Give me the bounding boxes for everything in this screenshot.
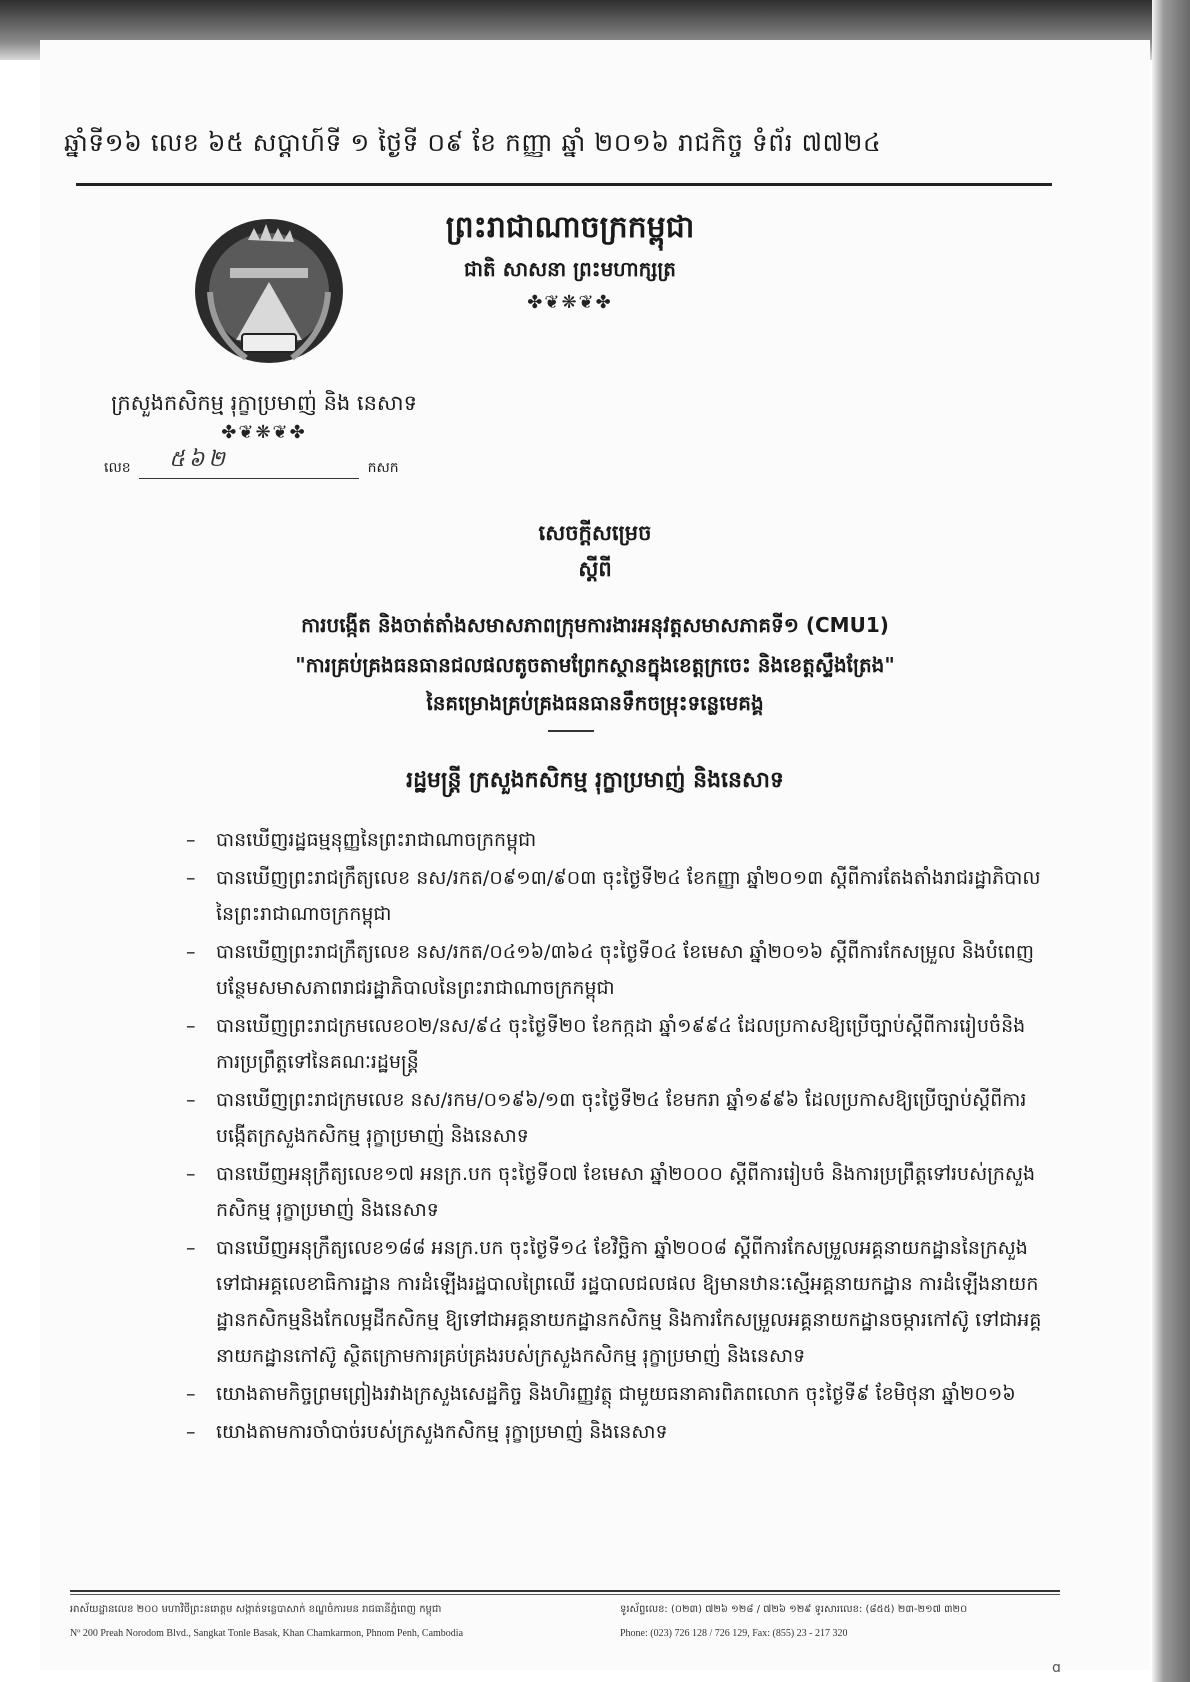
reference-prefix: លេខ [104,460,131,476]
clause-item: – បានឃើញរដ្ឋធម្មនុញ្ញនៃព្រះរាជាណាចក្រកម្ពុជា [182,822,1042,858]
clause-item: – បានឃើញព្រះរាជក្រមលេខ នស/រកម/០១៩៦/១៣ ចុះថ្ងៃទី២៤ ខែមករា ឆ្នាំ១៩៩៦ ដែលប្រកាសឱ្យប្រើច្បាប់ស្តីពីការបង្កើតក្រសួងកសិកម្ម រុក្ខាប្រមាញ់ និងនេសាទ [182,1082,1042,1154]
clause-item: – យោងតាមការចាំបាច់របស់ក្រសួងកសិកម្ម រុក្ខាប្រមាញ់ និងនេសាទ [182,1414,1042,1450]
document-type: សេចក្តីសម្រេច [538,521,652,545]
kingdom-title: ព្រះរាជាណាចក្រកម្ពុជា [445,210,695,245]
ornament-divider-right: ✤❦❋❦✤ [527,292,613,313]
reference-suffix: កសក [367,460,399,476]
clause-item: – បានឃើញព្រះរាជក្រមលេខ០២/នស/៩៤ ចុះថ្ងៃទី២០ ខែកក្កដា ឆ្នាំ១៩៩៤ ដែលប្រកាសឱ្យប្រើច្បាប់ស្តីពីការរៀបចំនិងការប្រព្រឹត្តទៅនៃគណៈរដ្ឋមន្ត្រី [182,1008,1042,1080]
subject-line-3: នៃគម្រោងគ្រប់គ្រងធនធានទឹកចម្រុះទន្លេមេគង្គ [426,691,764,715]
national-motto: ជាតិ សាសនា ព្រះមហាក្សត្រ [464,257,676,281]
clause-item: – បានឃើញអនុក្រឹត្យលេខ១៧ អនក្រ.បក ចុះថ្ងៃទី០៧ ខែមេសា ឆ្នាំ២០០០ ស្តីពីការរៀបចំ និងការប្រព្រឹត្តទៅរបស់ក្រសួងកសិកម្ម រុក្ខាប្រមាញ់ និងនេសាទ [182,1156,1042,1228]
scan-shadow-right [1152,0,1190,1682]
subject-line-2: "ការគ្រប់គ្រងធនធានជលផលតូចតាមព្រែកស្ថានក្នុងខេត្តក្រចេះ និងខេត្តស្ទឹងត្រែង" [295,653,895,677]
clause-item: – បានឃើញព្រះរាជក្រឹត្យលេខ នស/រកត/០៩១៣/៩០៣ ចុះថ្ងៃទី២៤ ខែកញ្ញា ឆ្នាំ២០១៣ ស្តីពីការតែងតាំងរាជរដ្ឋាភិបាលនៃព្រះរាជាណាចក្រកម្ពុជា [182,860,1042,932]
ministry-name: ក្រសួងកសិកម្ម រុក្ខាប្រមាញ់ និង នេសាទ [111,391,417,415]
footer-phone-kh: ទូរស័ព្ទលេខ: (០២៣) ៧២៦ ១២៨ / ៧២៦ ១២៩ ទូរសារលេខ: (៨៥៥) ២៣-២១៧ ៣២០ [620,1604,968,1615]
ministry-emblem [190,212,348,370]
ornament-divider: ✤❦❋❦✤ [221,422,307,443]
clause-item: – បានឃើញព្រះរាជក្រឹត្យលេខ នស/រកត/០៤១៦/៣៦៤ ចុះថ្ងៃទី០៤ ខែមេសា ឆ្នាំ២០១៦ ស្តីពីការកែសម្រួល និងបំពេញបន្ថែមសមាសភាពរាជរដ្ឋាភិបាលនៃព្រះរាជាណាចក្រកម្ពុជា [182,934,1042,1006]
footer-address-kh: អាស័យដ្ឋានលេខ ២០០ មហាវិថីព្រះនរោត្តម សង្កាត់ទន្លេបាសាក់ ខណ្ឌចំការមន រាជធានីភ្នំពេញ កម្ពុជា [70,1604,442,1615]
document-on: ស្តីពី [578,557,612,581]
scan-mark: ɑ [1052,1660,1061,1676]
preamble-clauses [182,822,1042,1452]
clause-item: – យោងតាមកិច្ចព្រមព្រៀងរវាងក្រសួងសេដ្ឋកិច្ច និងហិរញ្ញវត្ថុ ជាមួយធនាគារពិភពលោក ចុះថ្ងៃទី៩ ខែមិថុនា ឆ្នាំ២០១៦ [182,1376,1042,1412]
footer-rule [70,1590,1060,1592]
subject-line-1: ការបង្កើត និងចាត់តាំងសមាសភាពក្រុមការងារអនុវត្តសមាសភាគទី១ (CMU1) [301,613,889,637]
clause-item: – បានឃើញអនុក្រឹត្យលេខ១៨៨ អនក្រ.បក ចុះថ្ងៃទី១៤ ខែវិច្ឆិកា ឆ្នាំ២០០៨ ស្តីពីការកែសម្រួលអគ្គនាយកដ្ឋាននៃក្រសួង ទៅជាអគ្គលេខាធិការដ្ឋាន ការដំឡើងរដ្ឋបាលព្រៃឈើ រដ្ឋបាលជលផល ឱ្យមានឋានៈស្មើអគ្គនាយកដ្ឋាន ការដំឡើងនាយកដ្ឋានកសិកម្មនិងកែលម្អដីកសិកម្ម ឱ្យទៅជាអគ្គនាយកដ្ឋានកសិកម្ម និងការកែសម្រួលអគ្គនាយកដ្ឋានចម្ការកៅស៊ូ ទៅជាអគ្គនាយកដ្ឋានកៅស៊ូ ស្ថិតក្រោមការគ្រប់គ្រងរបស់ក្រសួងកសិកម្ម រុក្ខាប្រមាញ់ និងនេសាទ [182,1230,1042,1374]
footer-rule-thin [70,1594,1060,1595]
issuer-title: រដ្ឋមន្ត្រី ក្រសួងកសិកម្ម រុក្ខាប្រមាញ់ និងនេសាទ [406,768,784,793]
gazette-header: ឆ្នាំទី១៦ លេខ ៦៥ សប្តាហ៍ទី ១ ថ្ងៃទី ០៩ ខែ កញ្ញា ឆ្នាំ ២០១៦ រាជកិច្ច ទំព័រ ៧៧២៤ [64,128,882,157]
reference-line [139,447,359,479]
reference-number [104,447,399,479]
footer-address-en: Nº 200 Preah Norodom Blvd., Sangkat Tonle Basak, Khan Chamkarmon, Phnom Penh, Cambodia [70,1628,464,1639]
header-rule [76,183,1052,186]
footer-phone-en: Phone: (023) 726 128 / 726 129, Fax: (855) 23 - 217 320 [620,1628,848,1639]
title-divider [548,730,594,732]
handwritten-number: ៥៦២ [169,447,229,472]
